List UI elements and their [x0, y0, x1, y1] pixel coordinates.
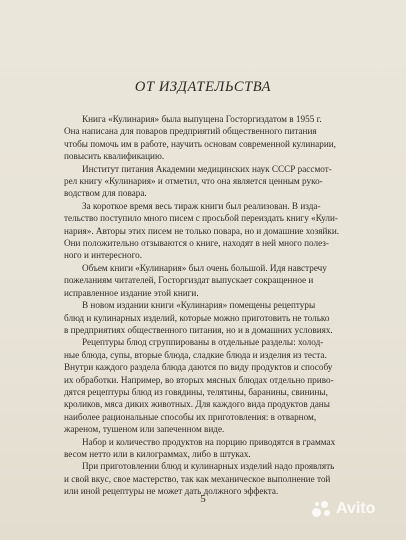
text-line: водством для повара. — [64, 188, 147, 199]
text-line: Институт питания Академии медицинских наук СССР рассмот- — [82, 163, 332, 174]
text-line: исправленное издание этой книги. — [64, 287, 199, 298]
text-line: их обработки. Например, во вторых мясных блюдах отдельно приво- — [64, 374, 334, 385]
text-line: и свой вкус, свое мастерство, так как механическое выполнение той — [64, 473, 331, 484]
text-line: кроликов, мяса диких животных. Для каждого вида продуктов даны — [64, 399, 330, 410]
text-line: При приготовлении блюд и кулинарных изделий надо проявлять — [82, 461, 335, 472]
text-line: наиболее рациональные способы их приготовления: в отварном, — [64, 411, 317, 422]
text-line: Рецептуры блюд сгруппированы в отдельные разделы: холод- — [82, 337, 324, 348]
text-line: Они положительно отзываются о книге, находят в ней много полез- — [64, 238, 329, 249]
text-line: Объем книги «Кулинария» был очень большой. Идя навстречу — [82, 262, 327, 273]
text-line: тельство поступило много писем с просьбой переиздать книгу «Кули- — [64, 213, 338, 224]
page-heading: ОТ ИЗДАТЕЛЬСТВА — [134, 79, 272, 95]
text-line: блюд и кулинарных изделий, которые можно приготовить не только — [64, 312, 330, 323]
text-line: пожеланиям читателей, Госторгиздат выпускает сокращенное и — [64, 275, 314, 286]
text-line: нария». Авторы этих писем не только повара, но и домашние хозяйки. — [64, 225, 340, 236]
watermark-text: Avito — [336, 500, 376, 517]
text-line: ного и интересного. — [64, 250, 142, 261]
text-line: В новом издании книги «Кулинария» помещены рецептуры — [82, 300, 316, 311]
text-line: ные блюда, супы, вторые блюда, сладкие блюда и изделия из теста. — [64, 349, 327, 360]
text-line: Она написана для поваров предприятий общественного питания — [64, 126, 317, 137]
text-line: Книга «Кулинария» была выпущена Госторгиздатом в 1955 г. — [82, 114, 322, 124]
text-line: Набор и количество продуктов на порцию приводятся в граммах — [82, 436, 336, 447]
text-line: рел книгу «Кулинария» и отметил, что она является ценным руко- — [64, 176, 323, 187]
text-line: чтобы помочь им в работе, научить основам современной кулинарии, — [64, 138, 336, 149]
text-line: повысить квалификацию. — [64, 151, 165, 162]
text-line: весом нетто или в килограммах, либо в штуках. — [64, 448, 251, 459]
text-line: За короткое время весь тираж книги был реализован. В изда- — [82, 200, 321, 211]
body-text — [64, 113, 374, 498]
text-line: Внутри каждого раздела блюда даются по виду продуктов и способу — [64, 362, 333, 373]
text-line: жареном, тушеном или запеченном виде. — [64, 424, 225, 435]
avito-logo-icon — [312, 500, 332, 518]
page-number: 5 — [200, 493, 206, 505]
text-line: дятся рецептуры блюд из говядины, телятины, баранины, свинины, — [64, 386, 328, 397]
text-line: в предприятиях общественного питания, но и в домашних условиях. — [64, 324, 333, 335]
avito-watermark — [312, 500, 375, 518]
text-line: или иной рецептуры не может дать должного эффекта. — [64, 486, 279, 497]
